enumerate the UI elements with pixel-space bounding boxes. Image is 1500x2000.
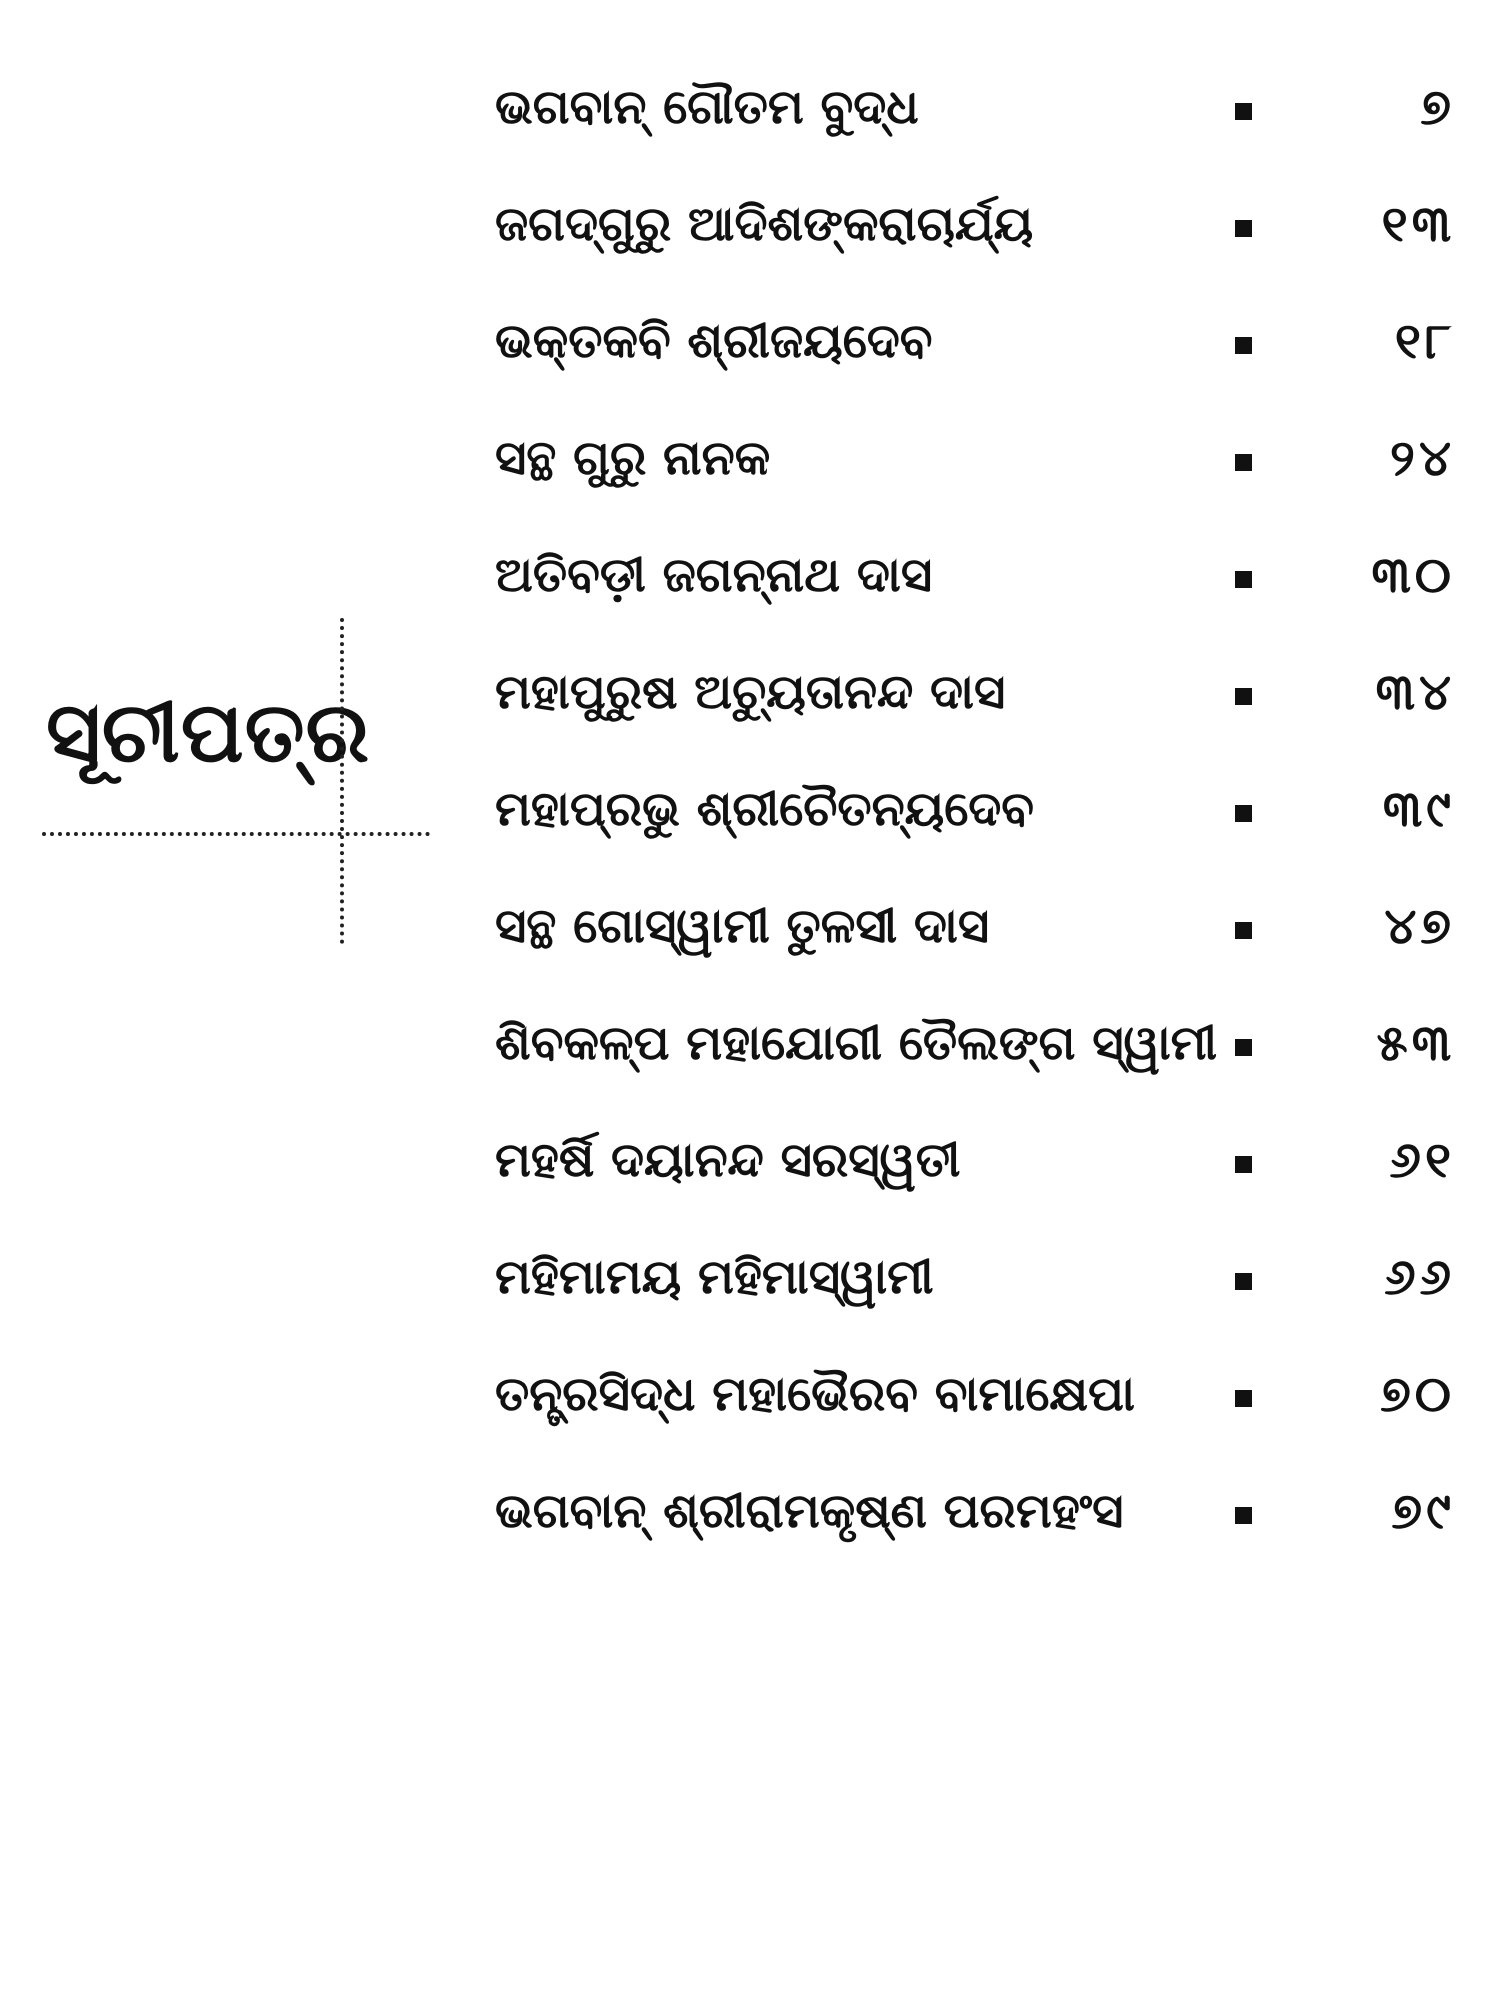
toc-entry-title: ସନ୍ଥ ଗୋସ୍ୱାମୀ ତୁଳସୀ ଦାସ (495, 898, 990, 954)
toc-entry[interactable] (495, 55, 1455, 172)
bullet-square-icon (1235, 337, 1252, 354)
toc-entry-page: ୭୯ (1391, 1482, 1455, 1540)
toc-entry-title: ଅତିବଡ଼ୀ ଜଗନ୍ନାଥ ଦାସ (495, 547, 933, 603)
toc-entry[interactable] (495, 991, 1455, 1108)
toc-entry-page: ୨୪ (1390, 429, 1455, 487)
bullet-square-icon (1235, 220, 1252, 237)
toc-entry[interactable] (495, 1459, 1455, 1576)
bullet-square-icon (1235, 571, 1252, 588)
toc-entry-title: ମହାପ୍ରଭୁ ଶ୍ରୀଚୈତନ୍ୟଦେବ (495, 781, 1035, 837)
toc-entry-page: ୭୦ (1380, 1365, 1455, 1423)
toc-entry-title: ଭଗବାନ୍ ଶ୍ରୀରାମକୃଷ୍ଣ ପରମହଂସ (495, 1483, 1124, 1539)
toc-entry[interactable] (495, 640, 1455, 757)
bullet-square-icon (1235, 1156, 1252, 1173)
toc-entry[interactable] (495, 874, 1455, 991)
bullet-square-icon (1235, 1039, 1252, 1056)
bullet-square-icon (1235, 688, 1252, 705)
contents-heading: ସୂଚୀପତ୍ର (46, 683, 371, 781)
bullet-square-icon (1235, 1507, 1252, 1524)
toc-entry[interactable] (495, 289, 1455, 406)
toc-entry[interactable] (495, 1225, 1455, 1342)
bullet-square-icon (1235, 805, 1252, 822)
toc-entry[interactable] (495, 1108, 1455, 1225)
toc-list (495, 55, 1455, 1576)
bullet-square-icon (1235, 1390, 1252, 1407)
toc-entry-page: ୩୪ (1375, 663, 1455, 721)
heading-dotted-rule-horizontal (42, 832, 430, 836)
toc-entry[interactable] (495, 523, 1455, 640)
toc-entry-page: ୩୦ (1371, 546, 1455, 604)
toc-entry-title: ଜଗଦ୍‌ଗୁରୁ ଆଦିଶଙ୍କରାଚାର୍ଯ୍ୟ (495, 196, 1034, 252)
toc-entry-page: ୫୩ (1376, 1014, 1455, 1072)
toc-entry-title: ଶିବକଳ୍ପ ମହାଯୋଗୀ ତୈଲଙ୍ଗ ସ୍ୱାମୀ (495, 1015, 1218, 1071)
toc-entry-title: ତନ୍ତ୍ରସିଦ୍ଧ ମହାଭୈରବ ବାମାକ୍ଷେପା (495, 1366, 1135, 1422)
toc-entry[interactable] (495, 406, 1455, 523)
bullet-square-icon (1235, 103, 1252, 120)
toc-entry-title: ଭଗବାନ୍ ଗୌତମ ବୁଦ୍ଧ (495, 79, 919, 135)
toc-entry[interactable] (495, 172, 1455, 289)
toc-entry-page: ୬୬ (1384, 1248, 1455, 1306)
toc-entry[interactable] (495, 757, 1455, 874)
toc-entry-title: ମହର୍ଷି ଦୟାନନ୍ଦ ସରସ୍ୱତୀ (495, 1132, 961, 1188)
toc-entry-page: ୧୩ (1381, 195, 1455, 253)
toc-entry-title: ସନ୍ଥ ଗୁରୁ ନାନକ (495, 430, 771, 486)
toc-entry-page: ୭ (1420, 78, 1455, 136)
bullet-square-icon (1235, 922, 1252, 939)
toc-entry-page: ୪୭ (1384, 897, 1455, 955)
toc-entry-page: ୧୮ (1394, 312, 1455, 370)
toc-entry-page: ୩୯ (1382, 780, 1455, 838)
toc-entry-title: ମହିମାମୟ ମହିମାସ୍ୱାମୀ (495, 1249, 934, 1305)
toc-entry-title: ଭକ୍ତକବି ଶ୍ରୀଜୟଦେବ (495, 313, 933, 369)
bullet-square-icon (1235, 454, 1252, 471)
toc-entry-page: ୬୧ (1389, 1131, 1455, 1189)
bullet-square-icon (1235, 1273, 1252, 1290)
toc-entry[interactable] (495, 1342, 1455, 1459)
toc-entry-title: ମହାପୁରୁଷ ଅଚ୍ୟୁତାନନ୍ଦ ଦାସ (495, 664, 1006, 720)
heading-dotted-rule-vertical (340, 618, 344, 944)
